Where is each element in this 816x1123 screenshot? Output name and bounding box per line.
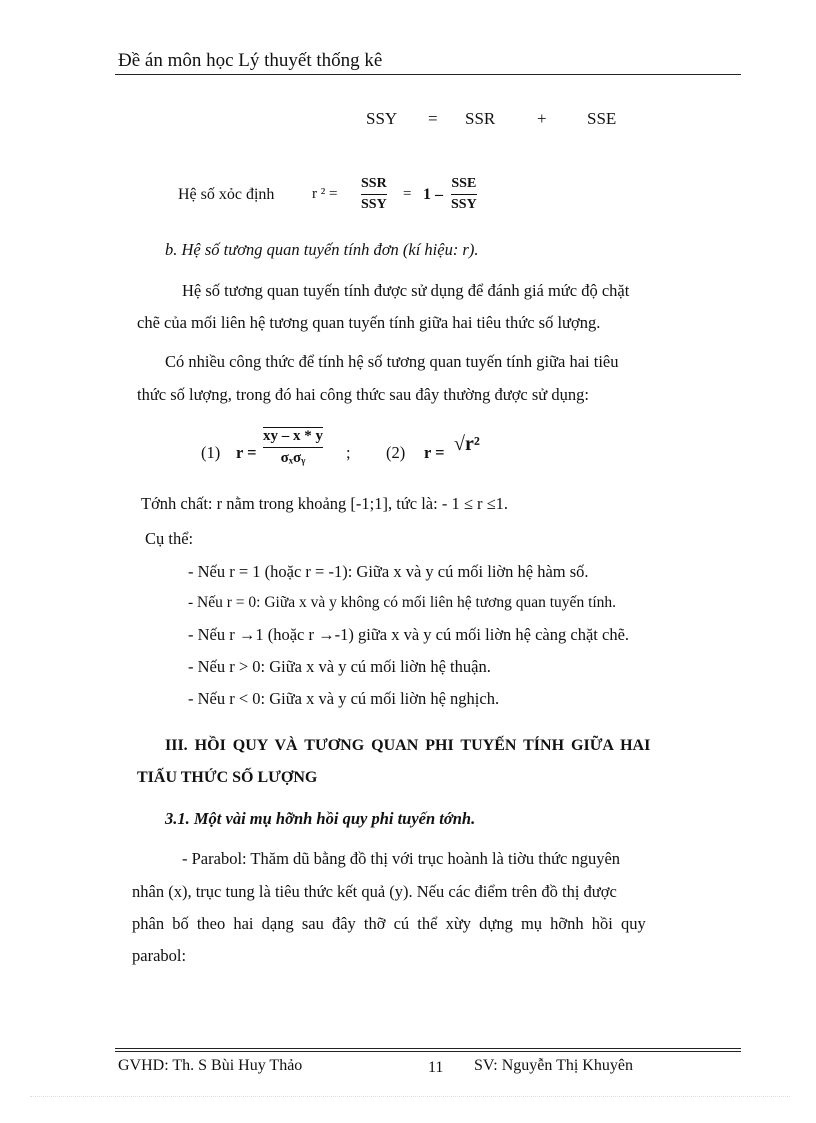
fraction-bar [361, 194, 387, 195]
footer-student: SV: Nguyễn Thị Khuyên [474, 1057, 633, 1074]
para2-line2: thức số lượng, trong đó hai công thức sau đây thường được sử dụng: [137, 385, 589, 404]
details-item-3: - Nếu r →1 (hoặc r →-1) giữa x và y cú mối liờn hệ càng chặt chẽ. [188, 625, 630, 644]
header-rule [115, 74, 741, 75]
details-title: Cụ thể: [145, 529, 194, 548]
determination-lhs: r ² = [312, 186, 338, 202]
determination-equals: = [403, 186, 412, 202]
fraction-denominator: SSY [451, 197, 477, 212]
formula2-label: (2) [386, 443, 406, 462]
footer-rule-bottom [115, 1051, 741, 1052]
fraction-sse-ssy [451, 176, 477, 213]
formula2-sqrt: √r² [454, 433, 480, 455]
formula1-numerator: xy – x * y [263, 428, 323, 444]
eq-equals: = [428, 109, 438, 128]
footer-rule-top [115, 1048, 741, 1049]
para3-line2: nhân (x), trục tung là tiêu thức kết quả (y). Nếu các điểm trên đồ thị được [132, 882, 617, 901]
fraction-bar [263, 447, 323, 448]
formula1-lhs: r = [236, 443, 257, 462]
footer-page-number: 11 [428, 1059, 444, 1076]
footer-advisor: GVHD: Th. S Bùi Huy Thảo [118, 1057, 303, 1074]
determination-label: Hệ số xỏc định [178, 186, 275, 203]
details-item-4: - Nếu r > 0: Giữa x và y cú mối liờn hệ thuận. [188, 657, 491, 676]
subsection-3-1-title: 3.1. Một vài mụ hỡnh hồi quy phi tuyến tớnh. [165, 809, 476, 828]
fraction-bar [451, 194, 477, 195]
eq-ssr: SSR [465, 109, 496, 128]
fraction-numerator: SSR [361, 176, 387, 191]
page-header-title: Đề án môn học Lý thuyết thống kê [118, 50, 383, 71]
section3-line2: TIẤU THỨC SỐ LƯỢNG [137, 769, 318, 786]
property-text: Tớnh chất: r nằm trong khoảng [-1;1], tức là: - 1 ≤ r ≤1. [141, 494, 509, 513]
page-bottom-dotted-line [30, 1096, 790, 1097]
section3-line1: III. HỒI QUY VÀ TƯƠNG QUAN PHI TUYẾN TÍNH GIỮA HAI [165, 737, 651, 754]
formula1-denominator: σₓσᵧ [280, 450, 306, 466]
fraction-numerator: SSE [451, 176, 477, 191]
formula2-lhs: r = [424, 443, 445, 462]
determination-one-minus: 1 – [423, 186, 443, 203]
para1-line1: Hệ số tương quan tuyến tính được sử dụng để đánh giá mức độ chặt [182, 281, 630, 300]
fraction-denominator: SSY [361, 197, 387, 212]
para1-line2: chẽ của mối liên hệ tương quan tuyến tính giữa hai tiêu thức số lượng. [137, 313, 601, 332]
para3-line3: phân bố theo hai dạng sau đây thỡ cú thể xừy dựng mụ hỡnh hồi quy [132, 914, 646, 933]
details-item-2: - Nếu r = 0: Giữa x và y không có mối liên hệ tương quan tuyến tính. [188, 594, 617, 611]
section-b-title: b. Hệ số tương quan tuyến tính đơn (kí hiệu: r). [165, 240, 479, 259]
para3-line4: parabol: [132, 946, 187, 965]
eq-ssy: SSY [366, 109, 398, 128]
eq-plus: + [537, 109, 547, 128]
formula1-fraction [263, 428, 323, 467]
eq-sse: SSE [587, 109, 617, 128]
para3-line1: - Parabol: Thăm dũ bằng đồ thị với trục hoành là tiờu thức nguyên [182, 849, 621, 868]
formula-separator: ; [346, 443, 351, 462]
details-item-1: - Nếu r = 1 (hoặc r = -1): Giữa x và y cú mối liờn hệ hàm số. [188, 562, 589, 581]
formula1-label: (1) [201, 443, 221, 462]
fraction-ssr-ssy [361, 176, 387, 213]
details-item-5: - Nếu r < 0: Giữa x và y cú mối liờn hệ nghịch. [188, 689, 500, 708]
para2-line1: Có nhiều công thức để tính hệ số tương quan tuyến tính giữa hai tiêu [165, 352, 619, 371]
